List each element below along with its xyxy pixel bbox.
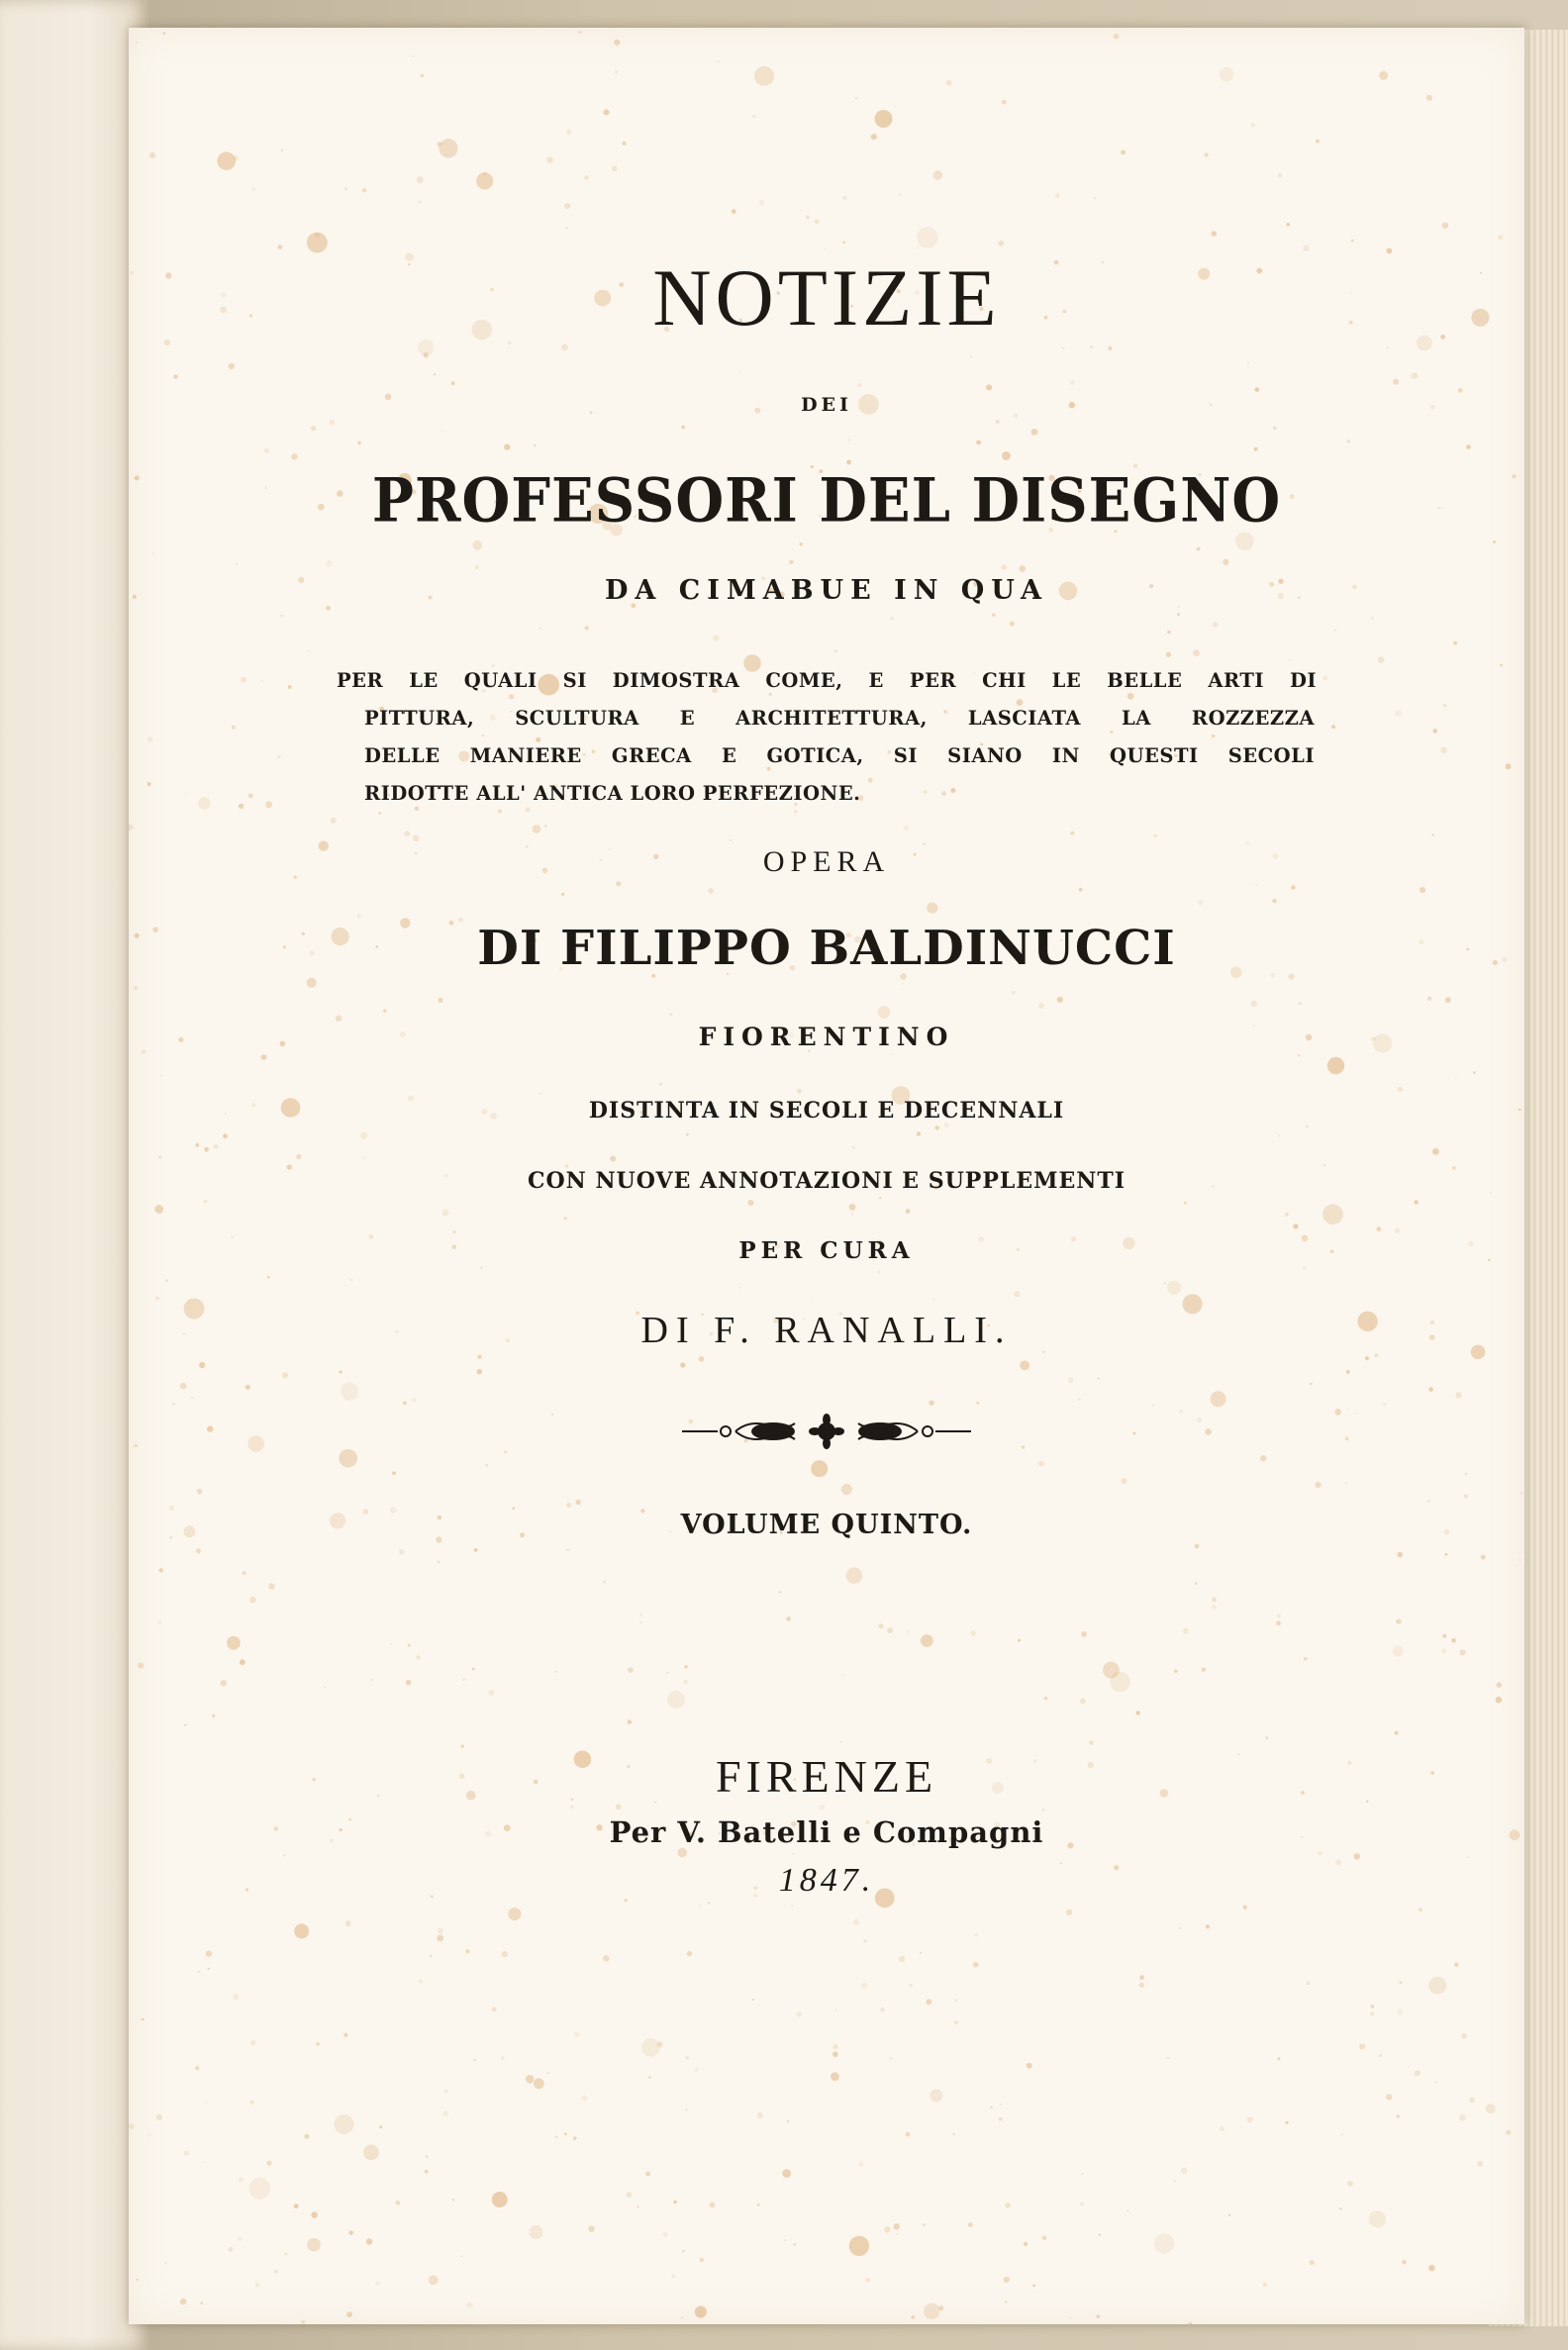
editor-name: DI F. RANALLI. bbox=[640, 1310, 1013, 1351]
opera-label: OPERA bbox=[762, 845, 891, 878]
title-subject: PROFESSORI DEL DISEGNO bbox=[371, 465, 1282, 537]
imprint-publisher: Per V. Batelli e Compagni bbox=[609, 1815, 1044, 1849]
book-title: NOTIZIE bbox=[652, 252, 1001, 343]
author-origin: FIORENTINO bbox=[698, 1023, 955, 1051]
author-name: DI FILIPPO BALDINUCCI bbox=[477, 921, 1176, 976]
imprint-year: 1847. bbox=[778, 1862, 875, 1899]
title-connector: DEI bbox=[801, 394, 852, 416]
title-period: DA CIMABUE IN QUA bbox=[605, 575, 1048, 606]
facing-page-edge bbox=[0, 0, 148, 2350]
volume-number: VOLUME QUINTO. bbox=[680, 1510, 973, 1540]
printers-ornament-icon bbox=[678, 1414, 975, 1449]
arrangement-note: DISTINTA IN SECOLI E DECENNALI bbox=[588, 1098, 1065, 1124]
description-line: DELLE MANIERE GRECA E GOTICA, SI SIANO IN QUESTI SECOLI bbox=[364, 744, 1315, 767]
per-cura-label: PER CURA bbox=[738, 1237, 915, 1264]
additions-note: CON NUOVE ANNOTAZIONI E SUPPLEMENTI bbox=[528, 1168, 1126, 1194]
imprint-city: FIRENZE bbox=[715, 1751, 938, 1802]
title-page bbox=[129, 28, 1524, 2324]
description-line: PER LE QUALI SI DIMOSTRA COME, E PER CHI LE BELLE ARTI DI bbox=[337, 669, 1317, 692]
description-line: RIDOTTE ALL' ANTICA LORO PERFEZIONE. bbox=[364, 782, 861, 805]
description-line: PITTURA, SCULTURA E ARCHITETTURA, LASCIATA LA ROZZEZZA bbox=[364, 707, 1315, 730]
